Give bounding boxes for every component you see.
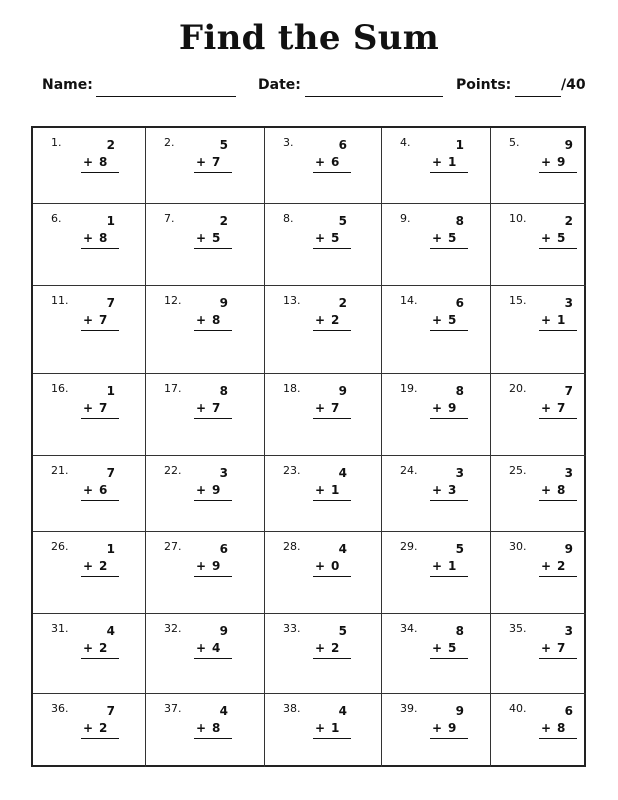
problem-number: 38.: [283, 702, 301, 715]
addend-top: 9: [564, 542, 573, 556]
addend-bottom: 5: [448, 313, 457, 327]
answer-line[interactable]: [430, 330, 468, 331]
problem-cell: [146, 204, 265, 286]
addend-bottom: 2: [99, 641, 108, 655]
problem-number: 30.: [509, 540, 527, 553]
addend-bottom: 5: [331, 231, 340, 245]
plus-sign: +: [83, 559, 94, 573]
problem-cell: [382, 374, 491, 456]
problem-cell: [491, 374, 586, 456]
plus-sign: +: [541, 155, 552, 169]
problem-number: 27.: [164, 540, 182, 553]
name-field[interactable]: [96, 96, 236, 97]
addend-bottom: 1: [557, 313, 566, 327]
plus-sign: +: [315, 721, 326, 735]
addend-top: 7: [564, 384, 573, 398]
addend-bottom: 5: [212, 231, 221, 245]
addend-top: 3: [564, 296, 573, 310]
plus-sign: +: [432, 231, 443, 245]
addend-bottom: 8: [557, 483, 566, 497]
addend-bottom: 5: [448, 231, 457, 245]
problem-number: 6.: [51, 212, 62, 225]
problem-cell: [265, 128, 382, 204]
problem-cell: [382, 128, 491, 204]
problem-cell: [265, 286, 382, 374]
addend-bottom: 8: [212, 721, 221, 735]
worksheet-title: Find the Sum: [178, 18, 440, 58]
problem-number: 31.: [51, 622, 69, 635]
problem-cell: [491, 204, 586, 286]
problem-cell: [33, 286, 146, 374]
plus-sign: +: [315, 155, 326, 169]
plus-sign: +: [83, 641, 94, 655]
problem-cell: [382, 286, 491, 374]
addend-bottom: 1: [331, 721, 340, 735]
plus-sign: +: [83, 401, 94, 415]
answer-line[interactable]: [539, 576, 577, 577]
answer-line[interactable]: [81, 330, 119, 331]
addend-top: 3: [219, 466, 228, 480]
plus-sign: +: [432, 721, 443, 735]
problem-cell: [382, 694, 491, 767]
plus-sign: +: [432, 313, 443, 327]
problem-number: 12.: [164, 294, 182, 307]
addend-top: 2: [564, 214, 573, 228]
answer-line[interactable]: [539, 658, 577, 659]
problem-cell: [146, 614, 265, 694]
problem-cell: [265, 456, 382, 532]
problem-number: 21.: [51, 464, 69, 477]
answer-line[interactable]: [430, 658, 468, 659]
points-total: /40: [561, 77, 586, 93]
answer-line[interactable]: [81, 738, 119, 739]
problem-cell: [33, 204, 146, 286]
addend-top: 4: [219, 704, 228, 718]
problem-cell: [382, 204, 491, 286]
problem-number: 4.: [400, 136, 411, 149]
addend-bottom: 2: [331, 641, 340, 655]
addend-top: 1: [106, 542, 115, 556]
problem-number: 13.: [283, 294, 301, 307]
addend-bottom: 7: [331, 401, 340, 415]
problem-cell: [491, 532, 586, 614]
addend-top: 2: [338, 296, 347, 310]
problem-number: 23.: [283, 464, 301, 477]
problem-number: 20.: [509, 382, 527, 395]
plus-sign: +: [196, 559, 207, 573]
problem-cell: [33, 128, 146, 204]
addend-bottom: 9: [448, 401, 457, 415]
plus-sign: +: [196, 641, 207, 655]
problem-cell: [146, 532, 265, 614]
answer-line[interactable]: [430, 418, 468, 419]
answer-line[interactable]: [194, 576, 232, 577]
addend-bottom: 7: [212, 155, 221, 169]
problem-number: 28.: [283, 540, 301, 553]
answer-line[interactable]: [430, 500, 468, 501]
problem-number: 26.: [51, 540, 69, 553]
addend-top: 7: [106, 296, 115, 310]
addend-top: 4: [338, 704, 347, 718]
date-field[interactable]: [305, 96, 443, 97]
answer-line[interactable]: [194, 500, 232, 501]
answer-line[interactable]: [81, 658, 119, 659]
answer-line[interactable]: [313, 738, 351, 739]
answer-line[interactable]: [539, 418, 577, 419]
problem-number: 25.: [509, 464, 527, 477]
addend-top: 1: [106, 214, 115, 228]
addend-top: 2: [106, 138, 115, 152]
plus-sign: +: [196, 155, 207, 169]
problem-number: 10.: [509, 212, 527, 225]
plus-sign: +: [432, 641, 443, 655]
addend-top: 5: [219, 138, 228, 152]
addend-bottom: 8: [99, 155, 108, 169]
problem-number: 8.: [283, 212, 294, 225]
problem-number: 24.: [400, 464, 418, 477]
problem-number: 34.: [400, 622, 418, 635]
answer-line[interactable]: [81, 418, 119, 419]
addend-bottom: 9: [448, 721, 457, 735]
answer-line[interactable]: [430, 576, 468, 577]
addend-top: 7: [106, 466, 115, 480]
problem-number: 33.: [283, 622, 301, 635]
addend-bottom: 8: [557, 721, 566, 735]
addend-bottom: 0: [331, 559, 340, 573]
problem-number: 5.: [509, 136, 520, 149]
addend-top: 9: [219, 296, 228, 310]
addend-bottom: 7: [99, 401, 108, 415]
problem-number: 2.: [164, 136, 175, 149]
addend-bottom: 8: [99, 231, 108, 245]
addend-top: 5: [455, 542, 464, 556]
addend-top: 8: [455, 384, 464, 398]
plus-sign: +: [541, 641, 552, 655]
addend-bottom: 7: [212, 401, 221, 415]
name-label: Name:: [42, 77, 93, 93]
plus-sign: +: [432, 155, 443, 169]
answer-line[interactable]: [313, 172, 351, 173]
addend-bottom: 7: [99, 313, 108, 327]
answer-line[interactable]: [194, 248, 232, 249]
addend-bottom: 1: [331, 483, 340, 497]
answer-line[interactable]: [81, 500, 119, 501]
addend-bottom: 8: [212, 313, 221, 327]
addend-bottom: 9: [212, 559, 221, 573]
answer-line[interactable]: [81, 248, 119, 249]
date-label: Date:: [258, 77, 301, 93]
addend-top: 3: [564, 466, 573, 480]
problem-number: 18.: [283, 382, 301, 395]
answer-line[interactable]: [539, 738, 577, 739]
plus-sign: +: [541, 231, 552, 245]
answer-line[interactable]: [194, 738, 232, 739]
answer-line[interactable]: [539, 330, 577, 331]
answer-line[interactable]: [313, 500, 351, 501]
addend-bottom: 4: [212, 641, 221, 655]
problem-cell: [33, 374, 146, 456]
problem-cell: [491, 128, 586, 204]
problem-number: 9.: [400, 212, 411, 225]
plus-sign: +: [541, 483, 552, 497]
problem-number: 37.: [164, 702, 182, 715]
addend-top: 4: [106, 624, 115, 638]
plus-sign: +: [196, 483, 207, 497]
problem-cell: [265, 532, 382, 614]
addend-bottom: 7: [557, 641, 566, 655]
answer-line[interactable]: [313, 576, 351, 577]
plus-sign: +: [83, 721, 94, 735]
plus-sign: +: [541, 313, 552, 327]
plus-sign: +: [196, 721, 207, 735]
problem-number: 19.: [400, 382, 418, 395]
points-field[interactable]: [515, 96, 561, 97]
problem-number: 1.: [51, 136, 62, 149]
addend-top: 8: [219, 384, 228, 398]
addend-top: 3: [455, 466, 464, 480]
problem-cell: [146, 128, 265, 204]
addend-bottom: 1: [448, 559, 457, 573]
problem-cell: [146, 286, 265, 374]
problem-number: 36.: [51, 702, 69, 715]
plus-sign: +: [432, 559, 443, 573]
answer-line[interactable]: [313, 418, 351, 419]
addend-top: 7: [106, 704, 115, 718]
problem-cell: [382, 614, 491, 694]
plus-sign: +: [432, 401, 443, 415]
addend-bottom: 5: [448, 641, 457, 655]
problem-grid: [31, 126, 586, 767]
addend-bottom: 3: [448, 483, 457, 497]
addend-top: 9: [219, 624, 228, 638]
problem-cell: [491, 694, 586, 767]
addend-top: 6: [338, 138, 347, 152]
addend-top: 6: [564, 704, 573, 718]
addend-bottom: 7: [557, 401, 566, 415]
addend-top: 4: [338, 466, 347, 480]
plus-sign: +: [432, 483, 443, 497]
problem-cell: [146, 456, 265, 532]
plus-sign: +: [83, 231, 94, 245]
problem-cell: [491, 614, 586, 694]
addend-top: 3: [564, 624, 573, 638]
plus-sign: +: [196, 401, 207, 415]
plus-sign: +: [315, 641, 326, 655]
addend-bottom: 5: [557, 231, 566, 245]
answer-line[interactable]: [194, 418, 232, 419]
problem-cell: [265, 694, 382, 767]
answer-line[interactable]: [539, 248, 577, 249]
plus-sign: +: [315, 313, 326, 327]
addend-top: 2: [219, 214, 228, 228]
addend-top: 5: [338, 624, 347, 638]
addend-top: 6: [219, 542, 228, 556]
plus-sign: +: [315, 231, 326, 245]
problem-number: 15.: [509, 294, 527, 307]
plus-sign: +: [83, 313, 94, 327]
problem-number: 40.: [509, 702, 527, 715]
problem-cell: [146, 694, 265, 767]
addend-top: 9: [338, 384, 347, 398]
addend-bottom: 9: [557, 155, 566, 169]
addend-top: 5: [338, 214, 347, 228]
addend-bottom: 9: [212, 483, 221, 497]
problem-cell: [382, 532, 491, 614]
addend-top: 8: [455, 214, 464, 228]
problem-number: 14.: [400, 294, 418, 307]
problem-number: 39.: [400, 702, 418, 715]
answer-line[interactable]: [430, 738, 468, 739]
addend-bottom: 2: [99, 721, 108, 735]
addend-top: 9: [564, 138, 573, 152]
addend-bottom: 6: [99, 483, 108, 497]
plus-sign: +: [196, 231, 207, 245]
addend-bottom: 2: [557, 559, 566, 573]
addend-top: 6: [455, 296, 464, 310]
problem-number: 16.: [51, 382, 69, 395]
problem-cell: [265, 614, 382, 694]
problem-cell: [146, 374, 265, 456]
problem-cell: [265, 374, 382, 456]
answer-line[interactable]: [313, 248, 351, 249]
problem-cell: [33, 614, 146, 694]
plus-sign: +: [315, 559, 326, 573]
problem-number: 7.: [164, 212, 175, 225]
problem-number: 11.: [51, 294, 69, 307]
addend-top: 1: [455, 138, 464, 152]
addend-bottom: 2: [99, 559, 108, 573]
problem-number: 35.: [509, 622, 527, 635]
problem-cell: [33, 532, 146, 614]
answer-line[interactable]: [194, 172, 232, 173]
answer-line[interactable]: [430, 248, 468, 249]
answer-line[interactable]: [313, 658, 351, 659]
plus-sign: +: [541, 721, 552, 735]
answer-line[interactable]: [81, 172, 119, 173]
problem-cell: [491, 456, 586, 532]
problem-cell: [265, 204, 382, 286]
problem-number: 3.: [283, 136, 294, 149]
plus-sign: +: [83, 155, 94, 169]
addend-bottom: 2: [331, 313, 340, 327]
answer-line[interactable]: [194, 658, 232, 659]
plus-sign: +: [196, 313, 207, 327]
addend-bottom: 1: [448, 155, 457, 169]
plus-sign: +: [83, 483, 94, 497]
points-label: Points:: [456, 77, 512, 93]
problem-number: 22.: [164, 464, 182, 477]
addend-top: 1: [106, 384, 115, 398]
problem-number: 17.: [164, 382, 182, 395]
answer-line[interactable]: [313, 330, 351, 331]
addend-top: 8: [455, 624, 464, 638]
plus-sign: +: [315, 401, 326, 415]
answer-line[interactable]: [539, 500, 577, 501]
problem-cell: [491, 286, 586, 374]
problem-number: 29.: [400, 540, 418, 553]
addend-bottom: 6: [331, 155, 340, 169]
answer-line[interactable]: [194, 330, 232, 331]
plus-sign: +: [315, 483, 326, 497]
answer-line[interactable]: [430, 172, 468, 173]
answer-line[interactable]: [81, 576, 119, 577]
answer-line[interactable]: [539, 172, 577, 173]
problem-cell: [33, 694, 146, 767]
problem-number: 32.: [164, 622, 182, 635]
problem-cell: [33, 456, 146, 532]
problem-cell: [382, 456, 491, 532]
plus-sign: +: [541, 401, 552, 415]
addend-top: 9: [455, 704, 464, 718]
plus-sign: +: [541, 559, 552, 573]
addend-top: 4: [338, 542, 347, 556]
